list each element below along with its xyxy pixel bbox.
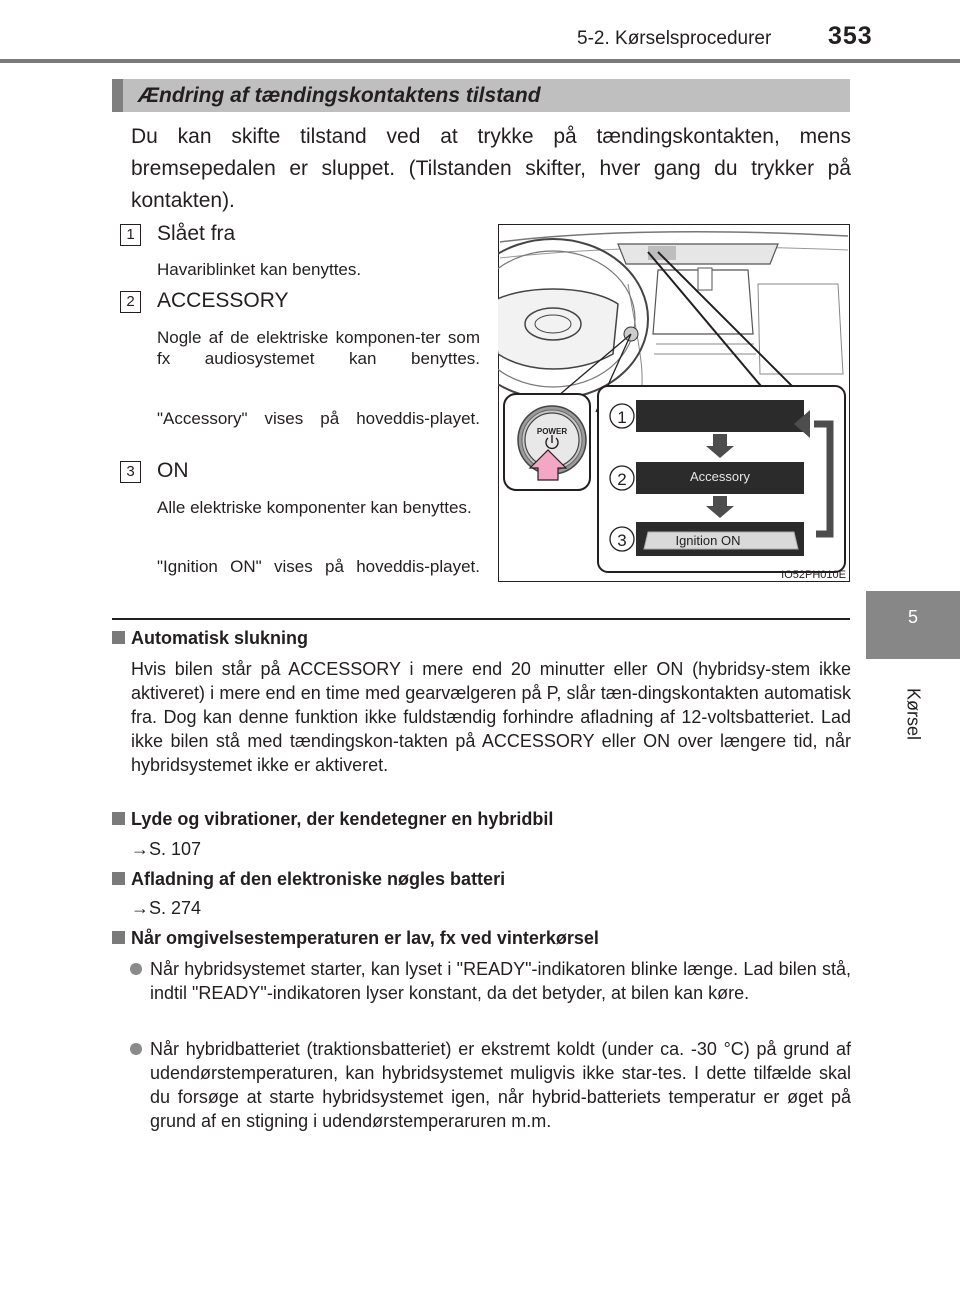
dashboard-illustration xyxy=(498,224,850,582)
square-bullet-icon xyxy=(112,631,125,644)
page-number: 353 xyxy=(828,22,873,50)
section-title-bar xyxy=(112,79,850,112)
item-desc-accessory-2: "Accessory" vises på hoveddis-playet. xyxy=(157,409,480,428)
section-title: Ændring af tændingskontaktens tilstand xyxy=(138,84,541,107)
item-desc-accessory-1: Nogle af de elektriske komponen-ter som fx audiosystemet kan benyttes. xyxy=(157,328,480,368)
callout-3: 3 xyxy=(617,531,627,550)
power-button-label: POWER xyxy=(536,427,568,436)
chapter-tab: 5 xyxy=(866,591,960,659)
round-bullet-icon xyxy=(130,963,142,975)
note-heading-sounds xyxy=(112,809,553,830)
callout-2: 2 xyxy=(617,470,627,489)
item-desc-on-2: "Ignition ON" vises på hoveddis-playet. xyxy=(157,557,480,576)
item-title-off: Slået fra xyxy=(157,222,236,245)
display-accessory-text: Accessory xyxy=(690,469,750,484)
item-number-3: 3 xyxy=(120,461,141,483)
square-bullet-icon xyxy=(112,812,125,825)
item-desc-off: Havariblinket kan benyttes. xyxy=(157,260,362,279)
item-number-1: 1 xyxy=(120,224,141,246)
square-bullet-icon xyxy=(112,931,125,944)
intro-paragraph: Du kan skifte tilstand ved at trykke på tændingskontakten, mens bremsepedalen er sluppet. (Tilstanden skifter, hver gang du trykker på kontakten). xyxy=(131,125,851,212)
bullet-text-cold-battery: Når hybridbatteriet (traktionsbatteriet) er ekstremt koldt (under ca. -30 °C) på grund af udendørstemperaturen, kan hybridsystemet muligvis ikke star-tes. I dette tilfælde skal du forsøge at starte hybridsystemet igen, når hybrid-batteriets temperatur er øget på grund af en stigning i udendørstemperaruren m.m. xyxy=(150,1039,851,1131)
header-rule xyxy=(0,59,960,63)
note-title: Lyde og vibrationer, der kendetegner en hybridbil xyxy=(131,809,554,829)
note-heading-auto-off xyxy=(112,628,308,649)
note-text-auto-off: Hvis bilen står på ACCESSORY i mere end 20 minutter eller ON (hybridsy-stem ikke aktiveret) i mere end en time med gearvælgeren på P, slår tæn-dingskontakten automatisk fra. Dog kan denne funktion ikke fuldstændig forhindre afladning af 12-voltsbatteriet. Lad ikke bilen stå med tændingskon-takten på ACCESSORY eller ON over længere tid, når hybridsystemet ikke er aktiveret. xyxy=(131,659,851,775)
note-heading-low-temp xyxy=(112,928,599,949)
item-title-accessory: ACCESSORY xyxy=(157,289,289,312)
chapter-label-text: Kørsel xyxy=(903,687,924,741)
item-desc-on-1: Alle elektriske komponenter kan benyttes. xyxy=(157,498,472,517)
round-bullet-icon xyxy=(130,1043,142,1055)
display-off xyxy=(636,400,804,432)
note-title: Automatisk slukning xyxy=(131,628,309,648)
display-ignition-text: Ignition ON xyxy=(675,533,741,548)
page-reference: →S. 107 xyxy=(131,839,202,859)
running-header-section: 5-2. Kørselsprocedurer xyxy=(577,28,772,49)
bullet-text-ready: Når hybridsystemet starter, kan lyset i "READY"-indikatoren blinke længe. Lad bilen stå, indtil "READY"-indikatoren lyser konstant, da det betyder, at bilen kan køre. xyxy=(150,959,851,1003)
callout-1: 1 xyxy=(617,408,627,427)
note-heading-key-battery xyxy=(112,869,505,890)
figure-code: IO52PH010E xyxy=(781,569,846,581)
square-bullet-icon xyxy=(112,872,125,885)
section-divider xyxy=(112,618,850,620)
page-reference: →S. 274 xyxy=(131,898,202,918)
item-number-2: 2 xyxy=(120,291,141,313)
note-title: Afladning af den elektroniske nøgles batteri xyxy=(131,869,506,889)
chapter-tab-label xyxy=(866,659,960,769)
item-title-on: ON xyxy=(157,459,189,482)
note-title: Når omgivelsestemperaturen er lav, fx ved vinterkørsel xyxy=(131,928,599,948)
